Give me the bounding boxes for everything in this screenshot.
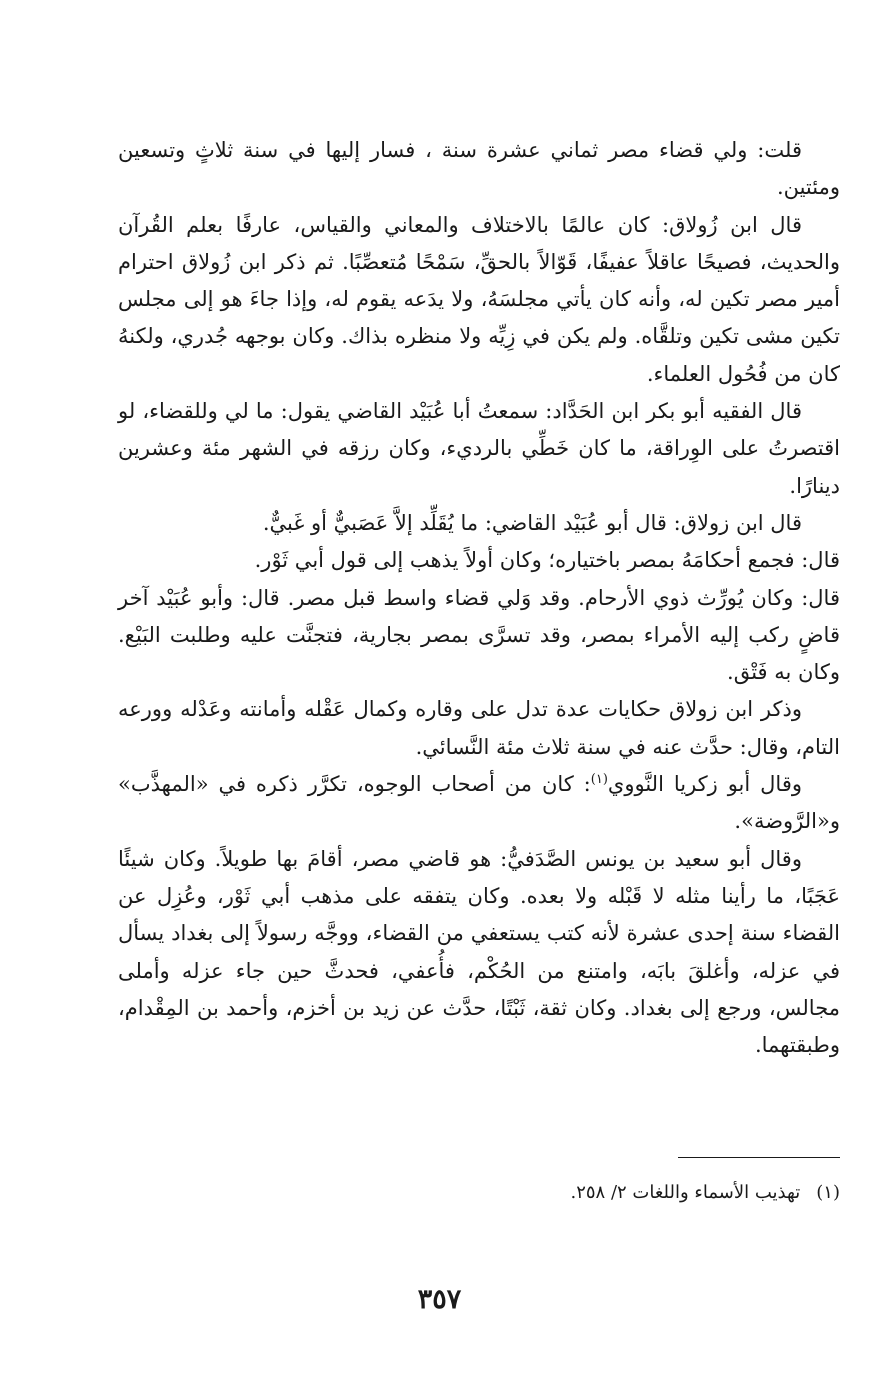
page-number: ٣٥٧ xyxy=(417,1284,462,1315)
paragraph-text: وذكر ابن زولاق حكايات عدة تدل على وقاره وكمال عَقْله وأمانته وعَدْله وورعه التام، وقال: حدَّث عنه في سنة ثلاث مئة النَّسائي. xyxy=(118,697,840,759)
paragraph-8 xyxy=(118,766,840,841)
paragraph-1 xyxy=(118,132,840,207)
footnote-separator xyxy=(678,1157,840,1158)
paragraph-text: قال: وكان يُورِّث ذوي الأرحام. وقد وَلي قضاء واسط قبل مصر. قال: وأبو عُبَيْد آخر قاضٍ ركب إليه الأمراء بمصر، وقد تسرَّى بمصر بجارية، فتجنَّت عليه وطلبت البَيْع. وكان به فَتْق. xyxy=(118,585,840,685)
body-text xyxy=(118,132,840,1064)
footnote-text: تهذيب الأسماء واللغات ٢/ ٢٥٨. xyxy=(570,1182,801,1203)
paragraph-7 xyxy=(118,691,840,766)
paragraph-9 xyxy=(118,841,840,1065)
paragraph-text-continued: : كان من أصحاب الوجوه، تكرَّر ذكره في «المهذَّب» و«الرَّوضة». xyxy=(118,772,840,834)
paragraph-text: قال الفقيه أبو بكر ابن الحَدَّاد: سمعتُ أبا عُبَيْد القاضي يقول: ما لي وللقضاء، لو اقتصرتُ على الوِراقة، ما كان خَطِّي بالرديء، وكان رزقه في الشهر مئة وعشرين دينارًا. xyxy=(118,399,840,498)
paragraph-text: قال ابن زُولاق: كان عالمًا بالاختلاف والمعاني والقياس، عارفًا بعلم القُرآن والحديث، فصيحًا عاقلاً عفيفًا، قَوّالاً بالحقِّ، سَمْحًا مُتعصِّبًا. ثم ذكر ابن زُولاق احترام أمير مصر تكين له، وأنه كان يأتي مجلسَهُ، ولا يدَعه يقوم له، وإذا جاءَ هو إلى مجلس تكين مشى تكين وتلقَّاه. ولم يكن في زِيِّه ولا منظره بذاك. وكان بوجهه جُدري، ولكنهُ كان من فُحُول العلماء. xyxy=(118,212,840,386)
footnote-reference-mark: (١) xyxy=(590,772,608,788)
paragraph-text: وقال أبو زكريا النَّووي xyxy=(607,772,802,797)
footnote-number: (١) xyxy=(816,1182,840,1203)
paragraph-3 xyxy=(118,393,840,505)
paragraph-text: وقال أبو سعيد بن يونس الصَّدَفيُّ: هو قاضي مصر، أقامَ بها طويلاً. وكان شيئًا عَجَبًا، ما رأينا مثله لا قَبْله ولا بعده. وكان يتفقه على مذهب أبي ثَوْر، وعُزِل عن القضاء سنة إحدى عشرة لأنه كتب يستعفي من القضاء، ووجَّه رسولاً إلى بغداد يسأل في عزله، وأغلقَ بابَه، وامتنع من الحُكْم، فأُعفي، فحدثَّ حين جاء عزله وأملى مجالس، ورجع إلى بغداد. وكان ثقة، ثَبْتًا، حدَّث عن زيد بن أخزم، وأحمد بن المِقْدام، وطبقتهما. xyxy=(118,846,840,1058)
paragraph-2 xyxy=(118,207,840,393)
paragraph-4 xyxy=(118,505,840,542)
paragraph-6 xyxy=(118,580,840,692)
footnote xyxy=(118,1178,840,1208)
paragraph-5 xyxy=(118,542,840,579)
paragraph-text: قلت: ولي قضاء مصر ثماني عشرة سنة ، فسار إليها في سنة ثلاثٍ وتسعين ومئتين. xyxy=(118,138,840,200)
paragraph-text: قال: فجمع أحكامَهُ بمصر باختياره؛ وكان أولاً يذهب إلى قول أبي ثَوْر. xyxy=(254,548,840,573)
paragraph-text: قال ابن زولاق: قال أبو عُبَيْد القاضي: ما يُقَلِّد إلاَّ عَصَبيٌّ أو غَبيٌّ. xyxy=(262,510,802,535)
